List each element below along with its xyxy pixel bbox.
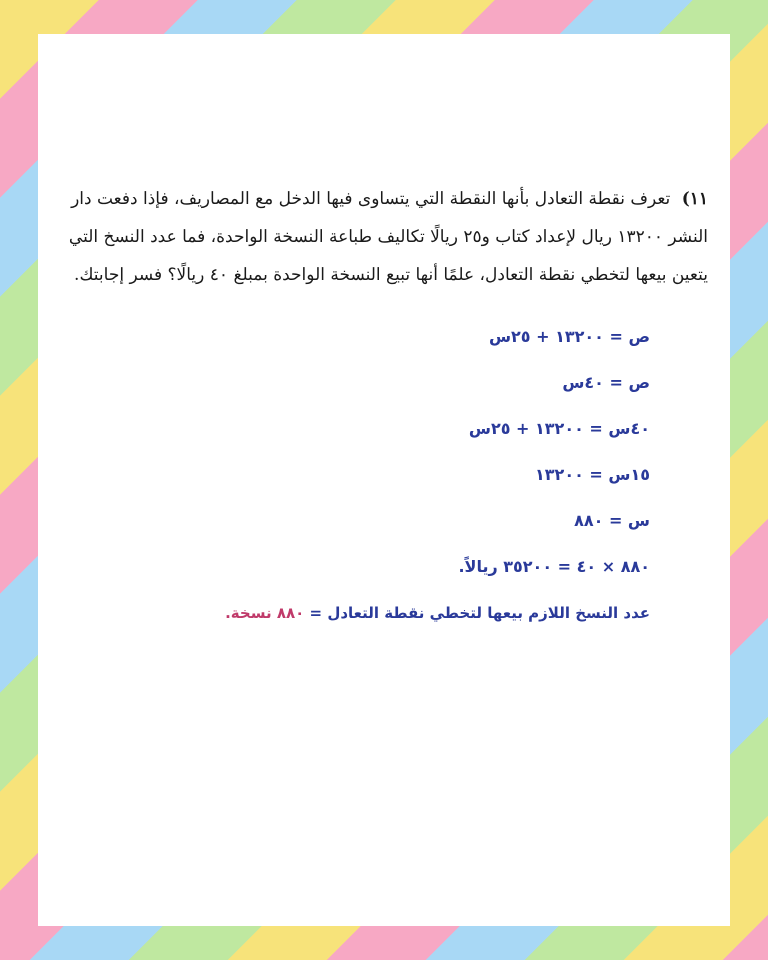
final-answer	[90, 598, 650, 628]
solution-step-6: ٨٨٠ × ٤٠ = ٣٥٢٠٠ ريالاً.	[458, 557, 650, 576]
solution-block	[90, 322, 650, 628]
answer-value: ٨٨٠ نسخة.	[225, 604, 305, 622]
problem-text: تعرف نقطة التعادل بأنها النقطة التي يتساوى فيها الدخل مع المصاريف، فإذا دفعت دار النشر ١٣٢٠٠ ريال لإعداد كتاب و٢٥ ريالًا تكاليف طباعة النسخة الواحدة، فما عدد النسخ التي يتعين بيعها لتخطي نقطة التعادل، علمًا أنها تبيع النسخة الواحدة بمبلغ ٤٠ ريالًا؟ فسر إجابتك.	[68, 189, 708, 285]
solution-step-2: ص = ٤٠س	[562, 373, 650, 392]
solution-step-5: س = ٨٨٠	[574, 511, 650, 530]
answer-prefix: عدد النسخ اللازم بيعها لتخطي نقطة التعادل =	[309, 604, 650, 622]
solution-step-1: ص = ١٣٢٠٠ + ٢٥س	[488, 327, 650, 346]
problem-number: ١١)	[681, 189, 708, 209]
problem-statement	[58, 180, 708, 294]
solution-step-3: ٤٠س = ١٣٢٠٠ + ٢٥س	[468, 419, 650, 438]
solution-step-4: ١٥س = ١٣٢٠٠	[535, 465, 650, 484]
worksheet-card	[38, 34, 730, 926]
